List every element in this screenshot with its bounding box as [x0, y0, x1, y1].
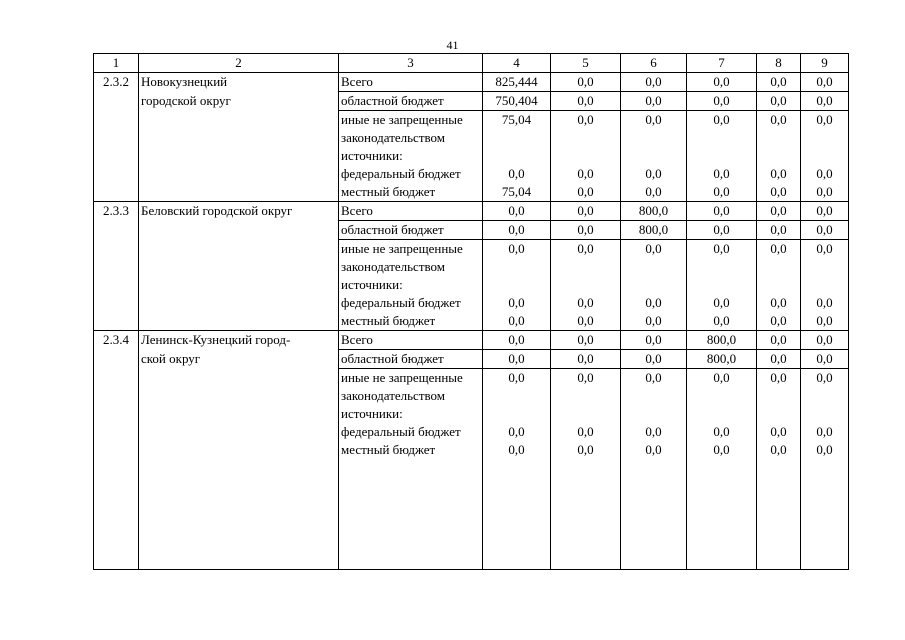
value-cell: 0,0 — [757, 350, 801, 369]
table-row — [94, 350, 849, 369]
value-cell — [757, 276, 801, 294]
value-cell: 0,0 — [551, 165, 621, 183]
value-cell — [483, 405, 551, 423]
table-row — [94, 276, 849, 294]
value-cell: 0,0 — [687, 240, 757, 259]
value-cell: 0,0 — [551, 183, 621, 202]
value-cell: 0,0 — [551, 423, 621, 441]
value-cell: 0,0 — [757, 221, 801, 240]
funding-source: федеральный бюджет — [339, 294, 483, 312]
value-cell — [801, 405, 849, 423]
item-name — [139, 387, 339, 405]
value-cell — [621, 129, 687, 147]
value-cell: 0,0 — [687, 294, 757, 312]
item-number: 2.3.3 — [94, 202, 139, 221]
item-number: 2.3.4 — [94, 331, 139, 350]
value-cell — [801, 258, 849, 276]
value-cell: 0,0 — [621, 350, 687, 369]
item-number — [94, 405, 139, 423]
value-cell: 750,404 — [483, 92, 551, 111]
value-cell: 0,0 — [757, 312, 801, 331]
header-cell: 2 — [139, 54, 339, 73]
header-cell: 4 — [483, 54, 551, 73]
header-cell: 3 — [339, 54, 483, 73]
value-cell: 0,0 — [483, 423, 551, 441]
value-cell — [483, 387, 551, 405]
table-row — [94, 92, 849, 111]
item-number — [94, 147, 139, 165]
value-cell: 0,0 — [551, 221, 621, 240]
value-cell: 0,0 — [483, 221, 551, 240]
item-number — [94, 221, 139, 240]
item-number — [94, 240, 139, 259]
value-cell: 0,0 — [483, 165, 551, 183]
value-cell: 0,0 — [687, 369, 757, 388]
value-cell — [687, 387, 757, 405]
funding-source: источники: — [339, 405, 483, 423]
value-cell: 0,0 — [551, 240, 621, 259]
value-cell: 800,0 — [621, 221, 687, 240]
item-name — [139, 240, 339, 259]
value-cell — [483, 129, 551, 147]
item-number — [94, 92, 139, 111]
value-cell — [801, 147, 849, 165]
value-cell — [551, 129, 621, 147]
item-name — [139, 129, 339, 147]
table-row — [94, 240, 849, 259]
item-name: Ленинск-Кузнецкий город- — [139, 331, 339, 350]
funding-source: источники: — [339, 276, 483, 294]
value-cell: 0,0 — [551, 73, 621, 92]
value-cell: 0,0 — [483, 350, 551, 369]
item-name — [139, 441, 339, 459]
funding-source: местный бюджет — [339, 312, 483, 331]
header-cell: 1 — [94, 54, 139, 73]
value-cell: 0,0 — [801, 92, 849, 111]
value-cell: 0,0 — [687, 111, 757, 130]
item-name — [139, 258, 339, 276]
value-cell: 800,0 — [687, 350, 757, 369]
empty-cell — [483, 459, 551, 570]
value-cell: 0,0 — [551, 294, 621, 312]
value-cell: 0,0 — [621, 423, 687, 441]
item-name — [139, 183, 339, 202]
table-row — [94, 165, 849, 183]
item-name: Новокузнецкий — [139, 73, 339, 92]
empty-cell — [687, 459, 757, 570]
value-cell: 0,0 — [687, 92, 757, 111]
value-cell — [757, 129, 801, 147]
value-cell: 0,0 — [801, 165, 849, 183]
value-cell: 0,0 — [687, 312, 757, 331]
item-name — [139, 369, 339, 388]
value-cell — [483, 147, 551, 165]
value-cell — [551, 276, 621, 294]
header-cell: 5 — [551, 54, 621, 73]
value-cell — [621, 276, 687, 294]
value-cell: 0,0 — [801, 441, 849, 459]
value-cell: 0,0 — [801, 294, 849, 312]
value-cell: 0,0 — [551, 92, 621, 111]
value-cell: 0,0 — [621, 183, 687, 202]
value-cell — [551, 405, 621, 423]
value-cell — [621, 405, 687, 423]
value-cell: 0,0 — [801, 350, 849, 369]
value-cell: 0,0 — [621, 240, 687, 259]
value-cell: 0,0 — [483, 312, 551, 331]
funding-source: законодательством — [339, 387, 483, 405]
item-number — [94, 258, 139, 276]
funding-source: законодательством — [339, 258, 483, 276]
table-row — [94, 423, 849, 441]
value-cell: 0,0 — [801, 183, 849, 202]
value-cell: 75,04 — [483, 111, 551, 130]
value-cell: 800,0 — [687, 331, 757, 350]
value-cell: 0,0 — [757, 92, 801, 111]
value-cell: 0,0 — [551, 441, 621, 459]
item-number — [94, 312, 139, 331]
value-cell — [687, 147, 757, 165]
value-cell — [757, 258, 801, 276]
header-cell: 9 — [801, 54, 849, 73]
table-row — [94, 73, 849, 92]
item-name: Беловский городской округ — [139, 202, 339, 221]
value-cell: 0,0 — [801, 73, 849, 92]
item-number — [94, 276, 139, 294]
value-cell: 825,444 — [483, 73, 551, 92]
value-cell: 0,0 — [801, 331, 849, 350]
value-cell: 0,0 — [551, 111, 621, 130]
table-body — [94, 73, 849, 570]
funding-source: Всего — [339, 202, 483, 221]
table-row — [94, 369, 849, 388]
empty-cell — [621, 459, 687, 570]
value-cell: 0,0 — [757, 202, 801, 221]
value-cell — [801, 387, 849, 405]
header-cell: 7 — [687, 54, 757, 73]
item-name — [139, 147, 339, 165]
value-cell: 0,0 — [483, 294, 551, 312]
value-cell: 0,0 — [801, 423, 849, 441]
empty-cell — [339, 459, 483, 570]
value-cell: 0,0 — [687, 441, 757, 459]
item-number: 2.3.2 — [94, 73, 139, 92]
value-cell — [687, 276, 757, 294]
value-cell: 75,04 — [483, 183, 551, 202]
table-row — [94, 294, 849, 312]
value-cell: 0,0 — [551, 369, 621, 388]
value-cell: 0,0 — [801, 240, 849, 259]
table-row — [94, 405, 849, 423]
item-name: городской округ — [139, 92, 339, 111]
value-cell: 0,0 — [621, 369, 687, 388]
funding-source: источники: — [339, 147, 483, 165]
value-cell: 0,0 — [551, 312, 621, 331]
value-cell: 0,0 — [687, 165, 757, 183]
table-row — [94, 202, 849, 221]
value-cell: 0,0 — [757, 240, 801, 259]
value-cell — [757, 405, 801, 423]
item-name — [139, 221, 339, 240]
item-number — [94, 423, 139, 441]
value-cell: 0,0 — [757, 423, 801, 441]
item-number — [94, 183, 139, 202]
empty-cell — [551, 459, 621, 570]
value-cell — [551, 147, 621, 165]
value-cell — [551, 258, 621, 276]
value-cell — [621, 387, 687, 405]
value-cell: 0,0 — [757, 331, 801, 350]
value-cell — [687, 405, 757, 423]
table-row — [94, 387, 849, 405]
empty-cell — [757, 459, 801, 570]
item-number — [94, 387, 139, 405]
table-header-row — [94, 54, 849, 73]
value-cell: 0,0 — [621, 111, 687, 130]
value-cell: 0,0 — [621, 312, 687, 331]
item-name — [139, 294, 339, 312]
item-name: ской округ — [139, 350, 339, 369]
table-row — [94, 111, 849, 130]
funding-source: Всего — [339, 331, 483, 350]
funding-source: Всего — [339, 73, 483, 92]
table-row — [94, 312, 849, 331]
value-cell — [757, 147, 801, 165]
value-cell: 0,0 — [757, 111, 801, 130]
value-cell: 0,0 — [687, 183, 757, 202]
table-row — [94, 183, 849, 202]
header-cell: 6 — [621, 54, 687, 73]
table-row — [94, 221, 849, 240]
funding-source: федеральный бюджет — [339, 165, 483, 183]
funding-source: областной бюджет — [339, 92, 483, 111]
item-number — [94, 129, 139, 147]
item-name — [139, 165, 339, 183]
funding-source: иные не запрещенные — [339, 111, 483, 130]
value-cell: 0,0 — [757, 73, 801, 92]
value-cell — [687, 258, 757, 276]
funding-source: иные не запрещенные — [339, 240, 483, 259]
value-cell: 0,0 — [483, 240, 551, 259]
value-cell: 0,0 — [621, 441, 687, 459]
value-cell — [621, 147, 687, 165]
value-cell: 0,0 — [621, 331, 687, 350]
value-cell: 0,0 — [757, 369, 801, 388]
empty-cell — [139, 459, 339, 570]
table-row — [94, 331, 849, 350]
funding-source: местный бюджет — [339, 441, 483, 459]
value-cell: 0,0 — [687, 73, 757, 92]
empty-cell — [801, 459, 849, 570]
funding-source: законодательством — [339, 129, 483, 147]
value-cell: 0,0 — [483, 369, 551, 388]
value-cell: 0,0 — [621, 92, 687, 111]
item-number — [94, 111, 139, 130]
item-name — [139, 276, 339, 294]
value-cell: 0,0 — [621, 294, 687, 312]
value-cell: 0,0 — [801, 312, 849, 331]
value-cell: 0,0 — [757, 294, 801, 312]
value-cell: 0,0 — [801, 202, 849, 221]
value-cell: 0,0 — [551, 202, 621, 221]
value-cell: 0,0 — [551, 350, 621, 369]
funding-source: областной бюджет — [339, 221, 483, 240]
funding-source: федеральный бюджет — [339, 423, 483, 441]
item-name — [139, 111, 339, 130]
value-cell: 0,0 — [483, 441, 551, 459]
value-cell — [757, 387, 801, 405]
value-cell — [801, 276, 849, 294]
funding-source: областной бюджет — [339, 350, 483, 369]
value-cell — [483, 258, 551, 276]
value-cell: 0,0 — [687, 202, 757, 221]
value-cell: 0,0 — [801, 221, 849, 240]
value-cell — [621, 258, 687, 276]
value-cell: 0,0 — [687, 423, 757, 441]
header-cell: 8 — [757, 54, 801, 73]
table-row — [94, 147, 849, 165]
funding-source: местный бюджет — [339, 183, 483, 202]
value-cell: 0,0 — [757, 183, 801, 202]
item-name — [139, 312, 339, 331]
value-cell: 0,0 — [687, 221, 757, 240]
item-number — [94, 350, 139, 369]
page-number: 41 — [446, 38, 459, 52]
value-cell: 0,0 — [801, 369, 849, 388]
item-name — [139, 423, 339, 441]
filler-row — [94, 459, 849, 570]
value-cell: 0,0 — [757, 441, 801, 459]
empty-cell — [94, 459, 139, 570]
table-row — [94, 258, 849, 276]
value-cell: 800,0 — [621, 202, 687, 221]
value-cell: 0,0 — [483, 331, 551, 350]
item-number — [94, 369, 139, 388]
funding-source: иные не запрещенные — [339, 369, 483, 388]
value-cell — [687, 129, 757, 147]
value-cell: 0,0 — [801, 111, 849, 130]
value-cell — [483, 276, 551, 294]
value-cell: 0,0 — [621, 165, 687, 183]
item-number — [94, 441, 139, 459]
value-cell: 0,0 — [621, 73, 687, 92]
item-name — [139, 405, 339, 423]
item-number — [94, 294, 139, 312]
value-cell — [801, 129, 849, 147]
value-cell: 0,0 — [551, 331, 621, 350]
item-number — [94, 165, 139, 183]
table-row — [94, 129, 849, 147]
table-row — [94, 441, 849, 459]
value-cell: 0,0 — [757, 165, 801, 183]
budget-table — [93, 53, 849, 570]
value-cell: 0,0 — [483, 202, 551, 221]
value-cell — [551, 387, 621, 405]
